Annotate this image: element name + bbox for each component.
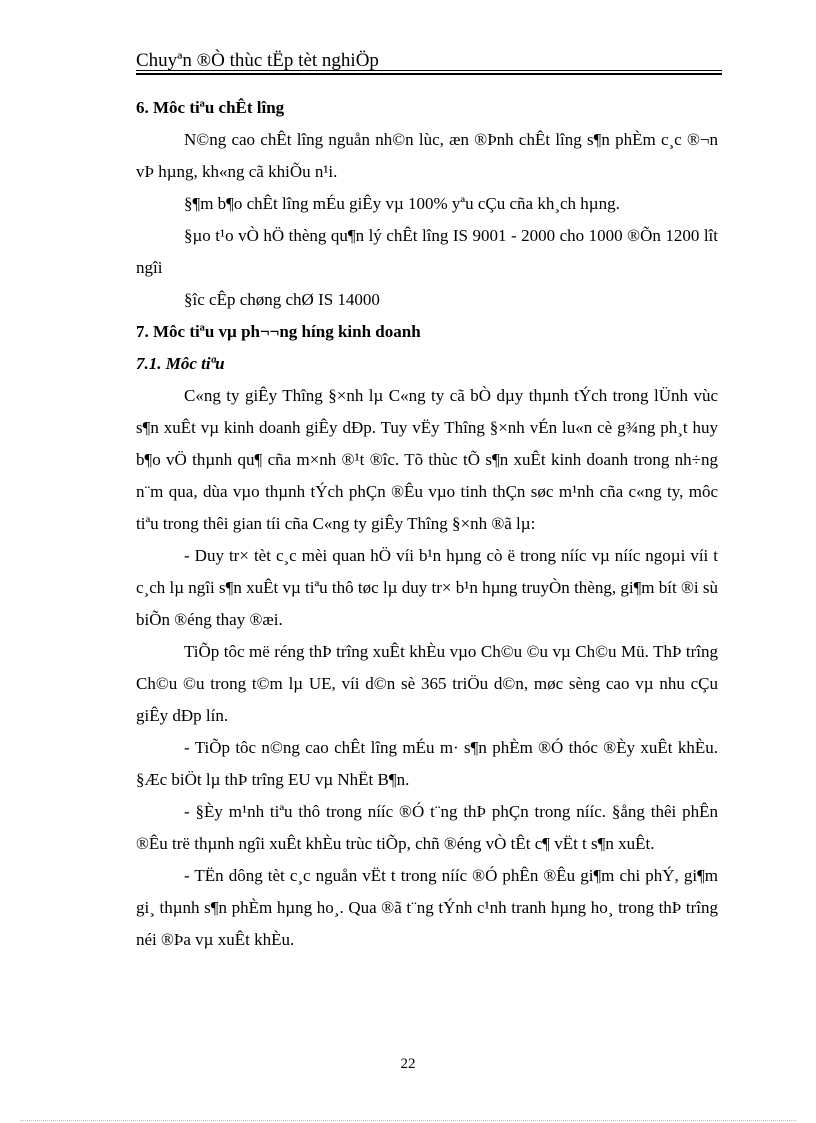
paragraph: - §Èy m¹nh tiªu thô trong nííc ®Ó t¨ng thÞ phÇn trong nííc. §ång thêi phÊn ®Êu trë thµnh ngîi xuÊt khÈu trùc tiÕp, chñ ®éng vÒ tÊt c¶ vËt t s¶n xuÊt. [136, 802, 718, 853]
body-text [136, 92, 718, 956]
header-rule-thin [136, 70, 722, 71]
subsection-heading-7-1: 7.1. Môc tiªu [136, 354, 225, 373]
paragraph: - TiÕp tôc n©ng cao chÊt lîng mÉu m· s¶n phÈm ®Ó thóc ®Èy xuÊt khÈu. §Æc biÖt lµ thÞ trîng EU vµ NhËt B¶n. [136, 738, 718, 789]
section-heading-7: 7. Môc tiªu vµ ph¬¬ng híng kinh doanh [136, 322, 421, 341]
paragraph: - TËn dông tèt c¸c nguån vËt t trong nííc ®Ó phÊn ®Êu gi¶m chi phÝ, gi¶m gi¸ thµnh s¶n phÈm hµng ho¸. Qua ®ã t¨ng tÝnh c¹nh tranh hµng ho¸ trong thÞ trîng néi ®Þa vµ xuÊt khÈu. [136, 866, 718, 949]
paragraph: TiÕp tôc më réng thÞ trîng xuÊt khÈu vµo Ch©u ©u vµ Ch©u Mü. ThÞ trîng Ch©u ©u trong t©m lµ UE, víi d©n sè 365 triÖu d©n, møc sèng cao vµ nhu cÇu giÊy dÐp lín. [136, 642, 718, 725]
page-number: 22 [400, 1056, 416, 1072]
paragraph: §¶m b¶o chÊt lîng mÉu giÊy vµ 100% yªu cÇu cña kh¸ch hµng. [184, 194, 620, 213]
paragraph: - Duy tr× tèt c¸c mèi quan hÖ víi b¹n hµng cò ë trong nííc vµ nííc ngoµi víi t c¸ch lµ ngîi s¶n xuÊt vµ tiªu thô tøc lµ duy tr× b¹n hµng truyÒn thèng, gi¶m bít ®i sù biÕn ®éng thay ®æi. [136, 546, 718, 629]
paragraph: N©ng cao chÊt lîng nguån nh©n lùc, æn ®Þnh chÊt lîng s¶n phÈm c¸c ®¬n vÞ hµng, kh«ng cã khiÕu n¹i. [136, 130, 718, 181]
page-header-title: Chuyªn ®Ò thùc tËp tèt nghiÖp [136, 50, 379, 71]
paragraph: §µo t¹o vÒ hÖ thèng qu¶n lý chÊt lîng IS 9001 - 2000 cho 1000 ®Õn 1200 lît ngîi [136, 226, 718, 277]
page-bottom-divider [20, 1120, 796, 1121]
section-heading-6: 6. Môc tiªu chÊt lîng [136, 98, 285, 117]
paragraph: §îc cÊp chøng chØ IS 14000 [184, 290, 380, 309]
paragraph: C«ng ty giÊy Thîng §×nh lµ C«ng ty cã bÒ dµy thµnh tÝch trong lÜnh vùc s¶n xuÊt vµ kinh doanh giÊy dÐp. Tuy vËy Thîng §×nh vÉn lu«n cè g¾ng ph¸t huy b¶o vÖ thµnh qu¶ cña m×nh ®¹t ®îc. Tõ thùc tÕ s¶n xuÊt kinh doanh trong nh÷ng n¨m qua, dùa vµo thµnh tÝch phÇn ®Êu vµo tinh thÇn søc m¹nh cña c«ng ty, môc tiªu trong thêi gian tíi cña C«ng ty giÊy Thîng §×nh ®ã lµ: [136, 386, 718, 533]
header-rule-thick [136, 73, 722, 75]
